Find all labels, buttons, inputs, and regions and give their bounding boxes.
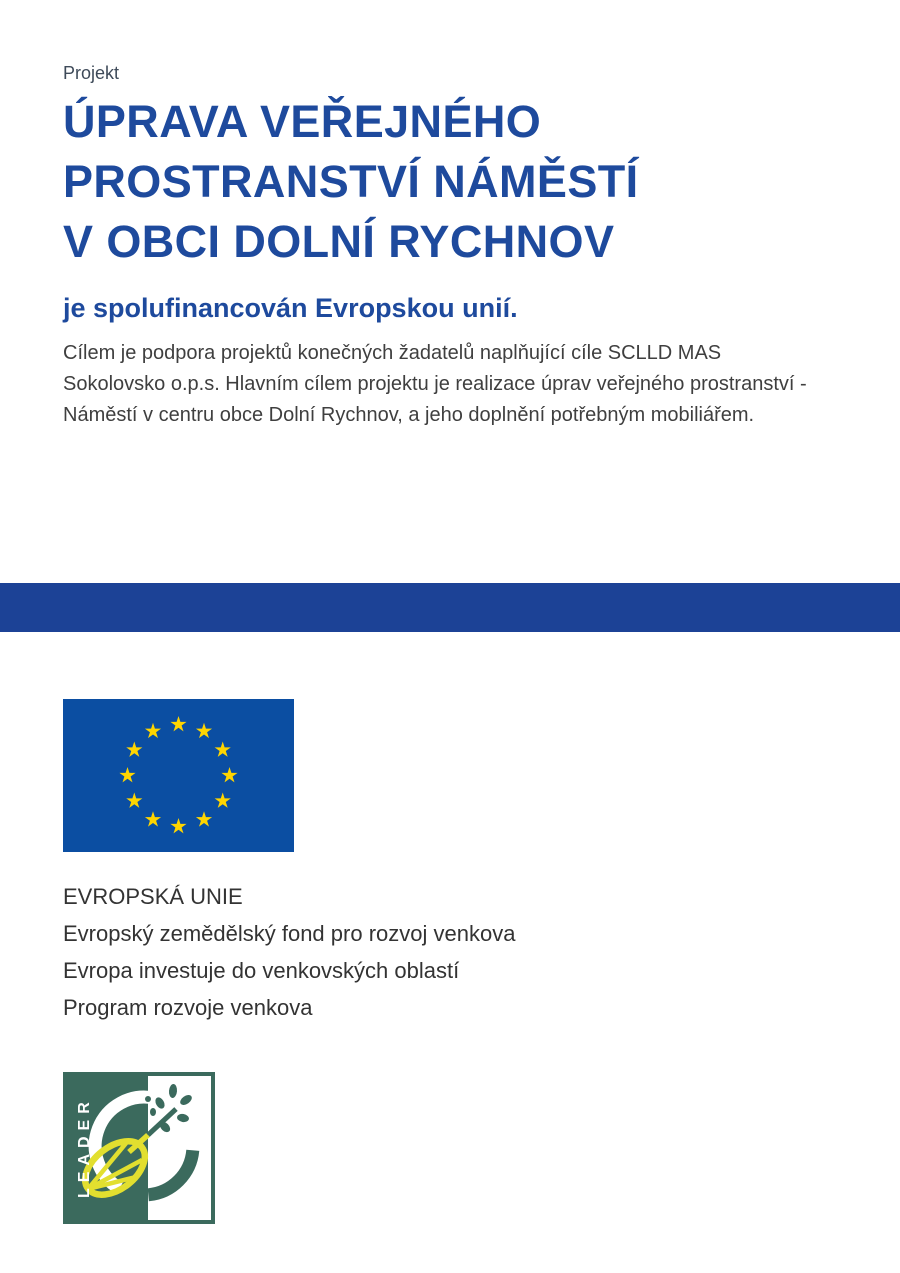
title-line: ÚPRAVA VEŘEJNÉHO: [63, 96, 542, 147]
project-description: [63, 338, 860, 431]
eu-flag-icon: [63, 699, 294, 852]
cofinance-statement: je spolufinancován Evropskou unií.: [63, 293, 518, 323]
eu-text-line: Program rozvoje venkova: [63, 995, 313, 1020]
leader-label: LEADER: [76, 1096, 93, 1198]
title-line: V OBCI DOLNÍ RYCHNOV: [63, 216, 615, 267]
project-title: [63, 92, 860, 272]
blue-divider-bar: [0, 583, 900, 632]
project-kicker: Projekt: [63, 63, 120, 83]
eu-funding-block: [0, 699, 900, 1026]
title-line: PROSTRANSTVÍ NÁMĚSTÍ: [63, 156, 639, 207]
eu-funding-text: [63, 878, 900, 1026]
eu-text-line: Evropský zemědělský fond pro rozvoj venkova: [63, 921, 516, 946]
description-line: Náměstí v centru obce Dolní Rychnov, a jeho doplnění potřebným mobiliářem.: [63, 404, 755, 426]
eu-text-line: EVROPSKÁ UNIE: [63, 884, 243, 909]
eu-text-line: Evropa investuje do venkovských oblastí: [63, 958, 460, 983]
project-header: [0, 0, 900, 431]
description-line: Sokolovsko o.p.s. Hlavním cílem projektu je realizace úprav veřejného prostranství -: [63, 373, 807, 395]
description-line: Cílem je podpora projektů konečných žadatelů naplňující cíle SCLLD MAS: [63, 342, 722, 364]
leader-logo-icon: [63, 1072, 215, 1224]
